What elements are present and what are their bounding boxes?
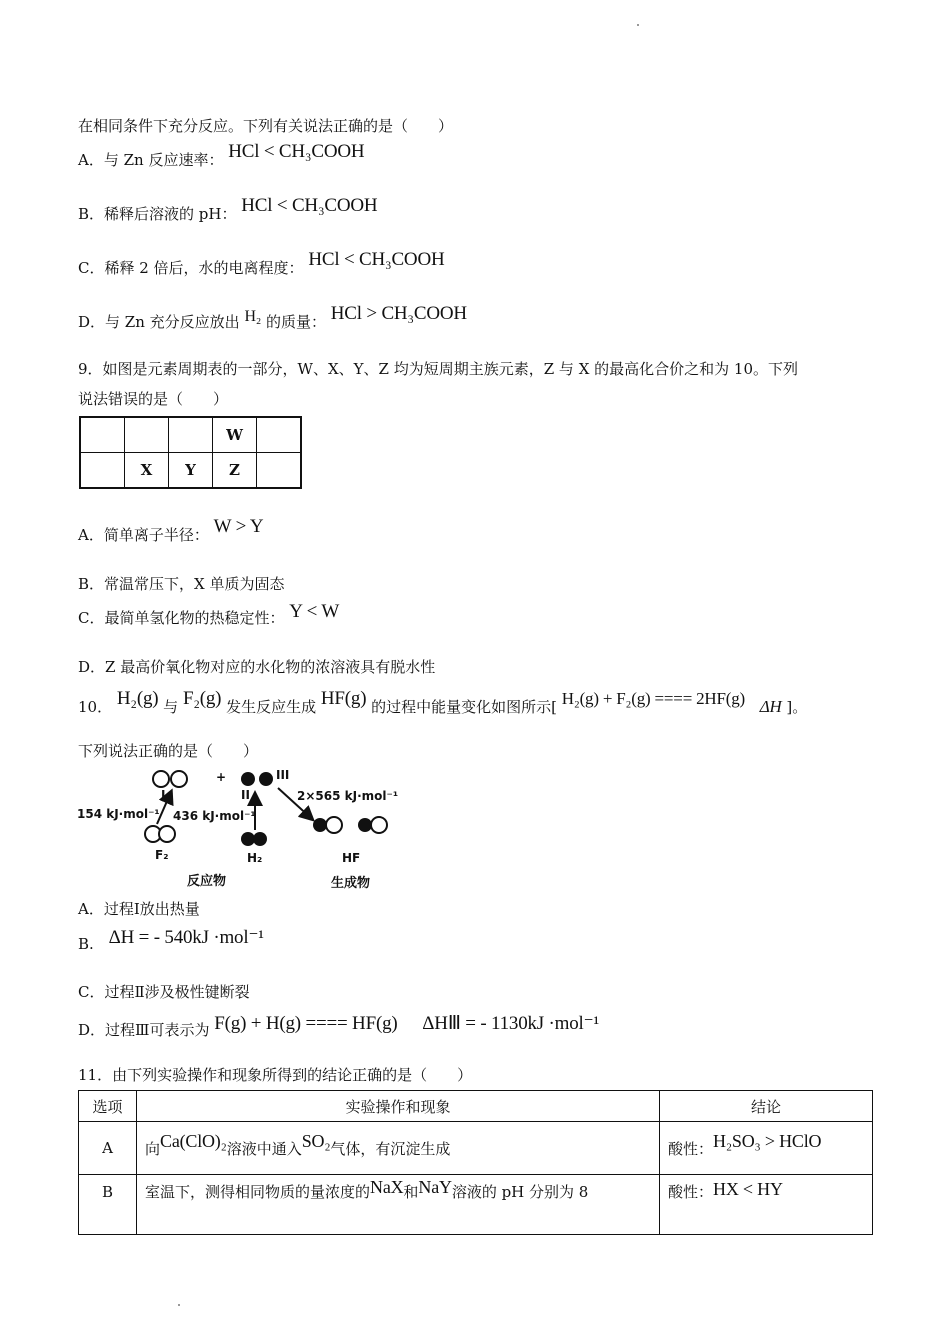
experiment-table bbox=[78, 1090, 873, 1235]
formula: H₂(g) bbox=[116, 688, 159, 709]
formula: HCl < CH₃COOH bbox=[241, 195, 378, 216]
cell bbox=[80, 417, 125, 453]
q11-stem: 11．由下列实验操作和现象所得到的结论正确的是（ ） bbox=[78, 1066, 473, 1084]
q10-stem-line2: 下列说法正确的是（ ） bbox=[78, 742, 259, 760]
cell-w: W bbox=[213, 417, 257, 453]
label-process-iii: III bbox=[276, 768, 290, 782]
h2-molecule bbox=[241, 832, 255, 846]
q9-option-b: B．常温常压下，X 单质为固态 bbox=[78, 575, 285, 593]
q10-option-b: B. ΔH = - 540kJ ·mol⁻¹ bbox=[78, 927, 264, 953]
formula: W > Y bbox=[213, 516, 264, 537]
f2-molecule bbox=[159, 826, 175, 842]
q8-stem: 在相同条件下充分反应。下列有关说法正确的是（ ） bbox=[78, 117, 454, 135]
cell bbox=[80, 453, 125, 489]
q10-option-c: C．过程Ⅱ涉及极性键断裂 bbox=[78, 983, 250, 1001]
formula: Y < W bbox=[289, 601, 340, 622]
cell bbox=[257, 417, 302, 453]
q10-option-a: A．过程Ⅰ放出热量 bbox=[78, 900, 200, 918]
formula: HCl < CH₃COOH bbox=[228, 141, 365, 162]
formula: NaX bbox=[370, 1177, 404, 1197]
formula: H₂ bbox=[244, 308, 262, 325]
formula: ΔH = - 540kJ ·mol⁻¹ bbox=[108, 927, 264, 948]
option-cell: B bbox=[79, 1175, 137, 1235]
cell bbox=[169, 417, 213, 453]
operation-cell: 室温下，测得相同物质的量浓度的NaX和NaY溶液的 pH 分别为 8 bbox=[137, 1175, 660, 1235]
q10-stem-line1: 10． H₂(g) 与 F₂(g) 发生反应生成 HF(g) 的过程中能量变化如图所示[ H₂(g) + F₂(g) ==== 2HF(g) ΔH ]。 bbox=[78, 688, 808, 716]
cell-y: Y bbox=[169, 453, 213, 489]
q9-option-d: D．Z 最高价氧化物对应的水化物的浓溶液具有脱水性 bbox=[78, 658, 436, 676]
reaction-equation: H₂(g) + F₂(g) ==== 2HF(g) bbox=[561, 689, 745, 708]
label-h2: H₂ bbox=[247, 851, 263, 865]
formula: HCl < CH₃COOH bbox=[308, 249, 445, 270]
cell-x: X bbox=[125, 453, 169, 489]
label-process-ii: II bbox=[241, 788, 250, 802]
q10-option-d: D．过程Ⅲ可表示为 F(g) + H(g) ==== HF(g) ΔHⅢ = - 1130kJ ·mol⁻¹ bbox=[78, 1013, 599, 1039]
label-reactants: 反应物 bbox=[187, 874, 227, 889]
formula: Ca(ClO)₂ bbox=[160, 1130, 227, 1151]
plus-sign: + bbox=[216, 770, 227, 784]
q9-option-a: A．简单离子半径： W > Y bbox=[78, 516, 264, 544]
formula: ΔH bbox=[759, 697, 782, 716]
hf-molecule bbox=[326, 817, 342, 833]
conclusion-cell: 酸性：H₂SO₃ > HClO bbox=[660, 1122, 873, 1175]
q8-option-d: D．与 Zn 充分反应放出 H₂ 的质量： HCl > CH₃COOH bbox=[78, 303, 467, 331]
conclusion-cell: 酸性：HX < HY bbox=[660, 1175, 873, 1235]
formula: ΔHⅢ = - 1130kJ ·mol⁻¹ bbox=[422, 1013, 599, 1034]
formula: HX < HY bbox=[713, 1179, 783, 1199]
q9-stem-line1: 9．如图是元素周期表的一部分，W、X、Y、Z 均为短周期主族元素，Z 与 X 的最高化合价之和为 10。下列 bbox=[78, 360, 798, 378]
periodic-table-fragment bbox=[79, 416, 302, 489]
formula: HF(g) bbox=[320, 688, 367, 709]
formula: SO₂ bbox=[301, 1130, 331, 1151]
hf-molecule bbox=[358, 818, 372, 832]
header-option: 选项 bbox=[79, 1091, 137, 1122]
h-atom bbox=[241, 772, 255, 786]
label-products: 生成物 bbox=[331, 876, 371, 891]
option-cell: A bbox=[79, 1122, 137, 1175]
table-row bbox=[79, 1175, 873, 1235]
q8-option-a: A．与 Zn 反应速率： HCl < CH₃COOH bbox=[78, 141, 365, 169]
cell-z: Z bbox=[213, 453, 257, 489]
q8-option-c: C．稀释 2 倍后，水的电离程度： HCl < CH₃COOH bbox=[78, 249, 445, 277]
q9-option-c: C．最简单氢化物的热稳定性： Y < W bbox=[78, 601, 340, 627]
label-process-i: I bbox=[161, 788, 166, 802]
h-atom bbox=[259, 772, 273, 786]
table-header bbox=[79, 1091, 873, 1122]
cell bbox=[125, 417, 169, 453]
formula: NaY bbox=[418, 1177, 452, 1197]
formula: F₂(g) bbox=[182, 688, 222, 709]
formula: HCl > CH₃COOH bbox=[330, 303, 467, 324]
energy-label-ii: 436 kJ·mol⁻¹ bbox=[173, 809, 256, 823]
scan-speck bbox=[178, 1304, 180, 1306]
energy-diagram bbox=[75, 762, 415, 892]
hf-molecule bbox=[371, 817, 387, 833]
energy-label-i: 154 kJ·mol⁻¹ bbox=[77, 807, 160, 821]
formula: F(g) + H(g) ==== HF(g) bbox=[214, 1013, 398, 1034]
h2-molecule bbox=[253, 832, 267, 846]
header-conclusion: 结论 bbox=[660, 1091, 873, 1122]
label-f2: F₂ bbox=[155, 848, 169, 862]
f-atom bbox=[153, 771, 169, 787]
hf-molecule bbox=[313, 818, 327, 832]
cell bbox=[257, 453, 302, 489]
formula: H₂SO₃ > HClO bbox=[713, 1130, 822, 1151]
label-hf: HF bbox=[342, 851, 361, 865]
scan-speck bbox=[637, 24, 639, 26]
table-row bbox=[79, 1122, 873, 1175]
operation-cell: 向Ca(ClO)₂溶液中通入SO₂气体，有沉淀生成 bbox=[137, 1122, 660, 1175]
energy-label-iii: 2×565 kJ·mol⁻¹ bbox=[297, 789, 399, 803]
q9-stem-line2: 说法错误的是（ ） bbox=[78, 390, 229, 408]
f-atom bbox=[171, 771, 187, 787]
header-operation: 实验操作和现象 bbox=[137, 1091, 660, 1122]
q8-option-b: B．稀释后溶液的 pH： HCl < CH₃COOH bbox=[78, 195, 378, 223]
